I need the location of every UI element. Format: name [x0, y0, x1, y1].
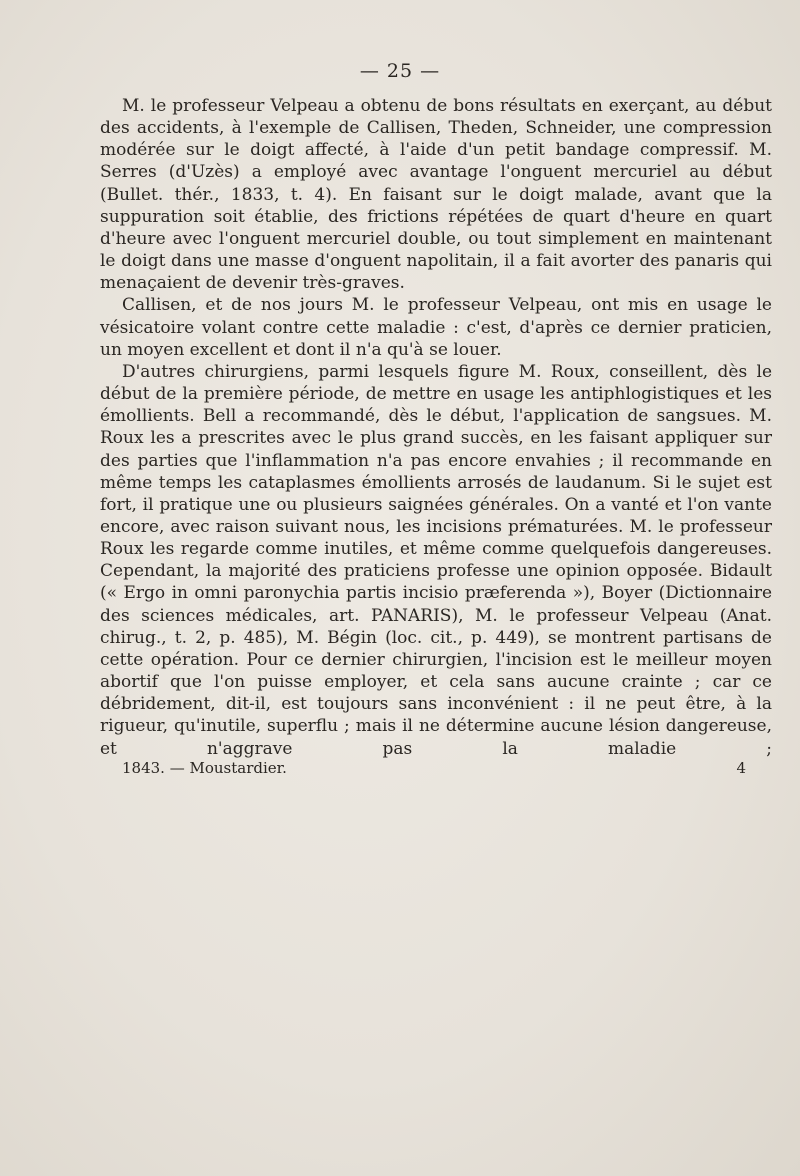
paragraph-compression: M. le professeur Velpeau a obtenu de bons résultats en exerçant, au début des accidents, à l'exemple de Callisen, Theden, Schneider, une compression modérée sur le doigt affecté, à l'aide d'un petit bandage compressif. M. Serres (d'Uzès) a employé avec avantage l'onguent mercuriel au début (Bullet. thér., 1833, t. 4). En faisant sur le doigt malade, avant que la suppuration soit établie, des frictions répétées de quart d'heure en quart d'heure avec l'onguent mercuriel double, ou tout simplement en maintenant le doigt dans une masse d'onguent napolitain, il a fait avorter des panaris qui menaçaient de devenir très-graves.	[100, 96, 772, 294]
page-body	[100, 95, 772, 760]
paragraph-vesicatoire: Callisen, et de nos jours M. le professeur Velpeau, ont mis en usage le vésicatoire volant contre cette maladie : c'est, d'après ce dernier praticien, un moyen excellent et dont il n'a qu'à se louer.	[100, 295, 772, 360]
paragraph-antiphlogistiques: D'autres chirurgiens, parmi lesquels figure M. Roux, conseillent, dès le début de la première période, de mettre en usage les antiphlogistiques et les émollients. Bell a recommandé, dès le début, l'application de sangsues. M. Roux les a prescrites avec le plus grand succès, en les faisant appliquer sur des parties que l'inflammation n'a pas encore envahies ; il recommande en même temps les cataplasmes émollients arrosés de laudanum. Si le sujet est fort, il pratique une ou plusieurs saignées générales. On a vanté et l'on vante encore, avec raison suivant nous, les incisions prématurées. M. le professeur Roux les regarde comme inutiles, et même comme quelquefois dangereuses. Cependant, la majorité des praticiens professe une opinion opposée. Bidault (« Ergo in omni paronychia partis incisio præferenda »), Boyer (Dictionnaire des sciences médicales, art. PANARIS), M. le professeur Velpeau (Anat. chirug., t. 2, p. 485), M. Bégin (loc. cit., p. 449), se montrent partisans de cette opération. Pour ce dernier chirurgien, l'incision est le meilleur moyen abortif que l'on puisse employer, et cela sans aucune crainte ; car ce débridement, dit-il, est toujours sans inconvénient : il ne peut être, à la rigueur, qu'inutile, superflu ; mais il ne détermine aucune lésion dangereuse, et n'aggrave pas la maladie ;	[100, 361, 772, 759]
printer-signature: 1843. — Moustardier.	[122, 759, 287, 777]
page-number-header: — 25 —	[359, 60, 441, 82]
page-footer	[100, 759, 772, 777]
sheet-number: 4	[736, 759, 746, 777]
